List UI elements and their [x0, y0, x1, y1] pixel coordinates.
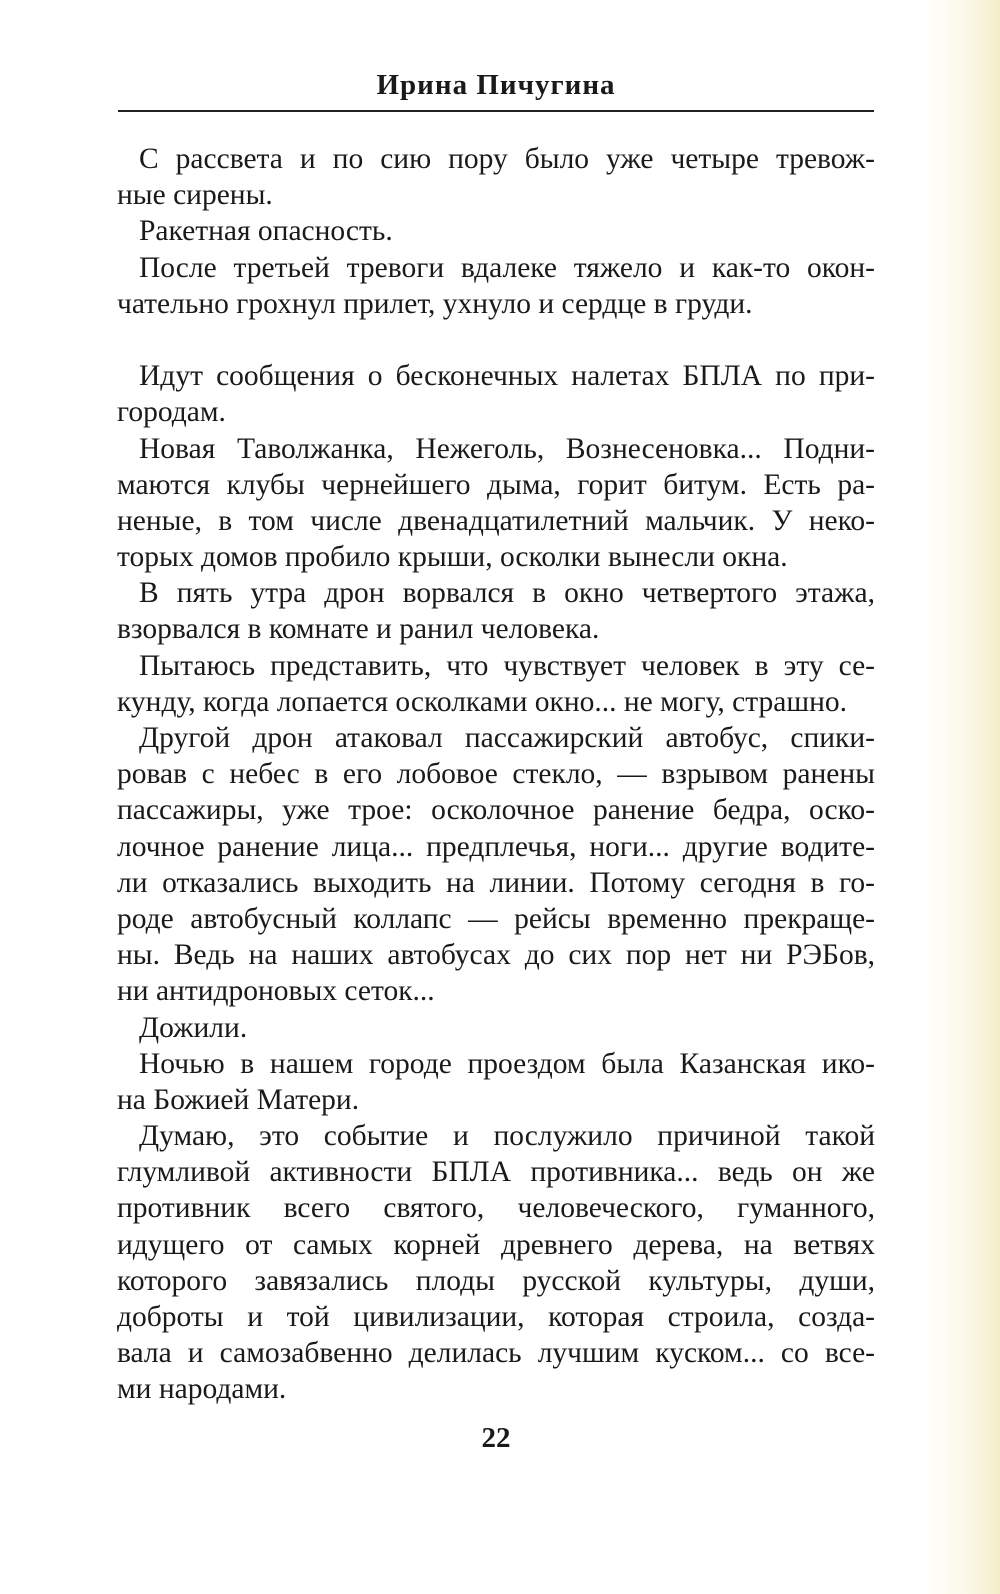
text-line: ми народами.	[117, 1373, 287, 1406]
paragraph	[117, 648, 875, 720]
text-line: ровав с небес в его лобовое стекло, — взрывом ранены	[117, 758, 875, 791]
text-line: глумливой активности БПЛА противника... ведь он же	[117, 1156, 875, 1189]
text-line: С рассвета и по сию пору было уже четыре тревож-	[139, 143, 875, 175]
text-line: В пять утра дрон ворвался в окно четвертого этажа,	[139, 577, 875, 610]
paragraph	[117, 575, 875, 647]
text-line: доброты и той цивилизации, которая строила, созда-	[117, 1301, 875, 1333]
text-line: маются клубы чернейшего дыма, горит битум. Есть ра-	[117, 468, 875, 501]
running-header-author: Ирина Пичугина	[376, 69, 616, 101]
text-line: Другой дрон атаковал пассажирский автобус, спики-	[139, 722, 875, 754]
text-line: на Божией Матери.	[117, 1083, 360, 1116]
text-line: кунду, когда лопается осколками окно... не могу, страшно.	[117, 685, 847, 718]
text-line: торых домов пробило крыши, осколки вынесли окна.	[117, 541, 788, 574]
body-text	[117, 141, 875, 1408]
text-line: ны. Ведь на наших автобусах до сих пор нет ни РЭБов,	[117, 939, 875, 972]
text-line: ни антидроновых сеток...	[117, 975, 435, 1008]
paragraph	[117, 1118, 875, 1408]
paragraph	[117, 1046, 875, 1118]
text-line: Ночью в нашем городе проездом была Казанская ико-	[139, 1047, 875, 1080]
text-line: Ракетная опасность.	[139, 215, 393, 248]
paragraph	[117, 141, 875, 213]
text-line: Идут сообщения о бесконечных налетах БПЛА по при-	[139, 360, 875, 393]
page-number: 22	[481, 1422, 511, 1454]
text-line: ли отказались выходить на линии. Потому сегодня в го-	[117, 866, 875, 899]
text-line: ные сирены.	[117, 179, 273, 212]
text-line: взорвался в комнате и ранил человека.	[117, 613, 600, 646]
paragraph	[117, 431, 875, 576]
text-line: Пытаюсь представить, что чувствует человек в эту се-	[139, 649, 875, 682]
paragraph	[117, 213, 875, 249]
paragraph	[117, 250, 875, 322]
text-line: лочное ранение лица... предплечья, ноги... другие водите-	[117, 830, 875, 863]
text-line: Думаю, это событие и послужило причиной такой	[139, 1120, 875, 1153]
paragraph	[117, 720, 875, 1010]
text-line: пассажиры, уже трое: осколочное ранение бедра, оско-	[117, 794, 875, 827]
text-line: вала и самозабвенно делилась лучшим куском... со все-	[117, 1337, 875, 1370]
text-line: Новая Таволжанка, Нежеголь, Вознесеновка... Подни-	[139, 432, 875, 465]
text-line: противник всего святого, человеческого, гуманного,	[117, 1192, 875, 1225]
section-break	[117, 322, 875, 358]
text-line: роде автобусный коллапс — рейсы временно прекраще-	[117, 902, 875, 935]
paragraph	[117, 358, 875, 430]
text-line: городам.	[117, 396, 226, 429]
text-line: Дожили.	[139, 1011, 248, 1044]
paragraph	[117, 1010, 875, 1046]
text-line: идущего от самых корней древнего дерева, на ветвях	[117, 1228, 875, 1261]
text-line: чательно грохнул прилет, ухнуло и сердце в груди.	[117, 287, 753, 320]
header-rule	[118, 110, 874, 112]
text-line: неные, в том числе двенадцатилетний мальчик. У неко-	[117, 504, 875, 537]
text-line: которого завязались плоды русской культуры, души,	[117, 1264, 875, 1297]
text-line: После третьей тревоги вдалеке тяжело и как-то окон-	[139, 251, 875, 284]
